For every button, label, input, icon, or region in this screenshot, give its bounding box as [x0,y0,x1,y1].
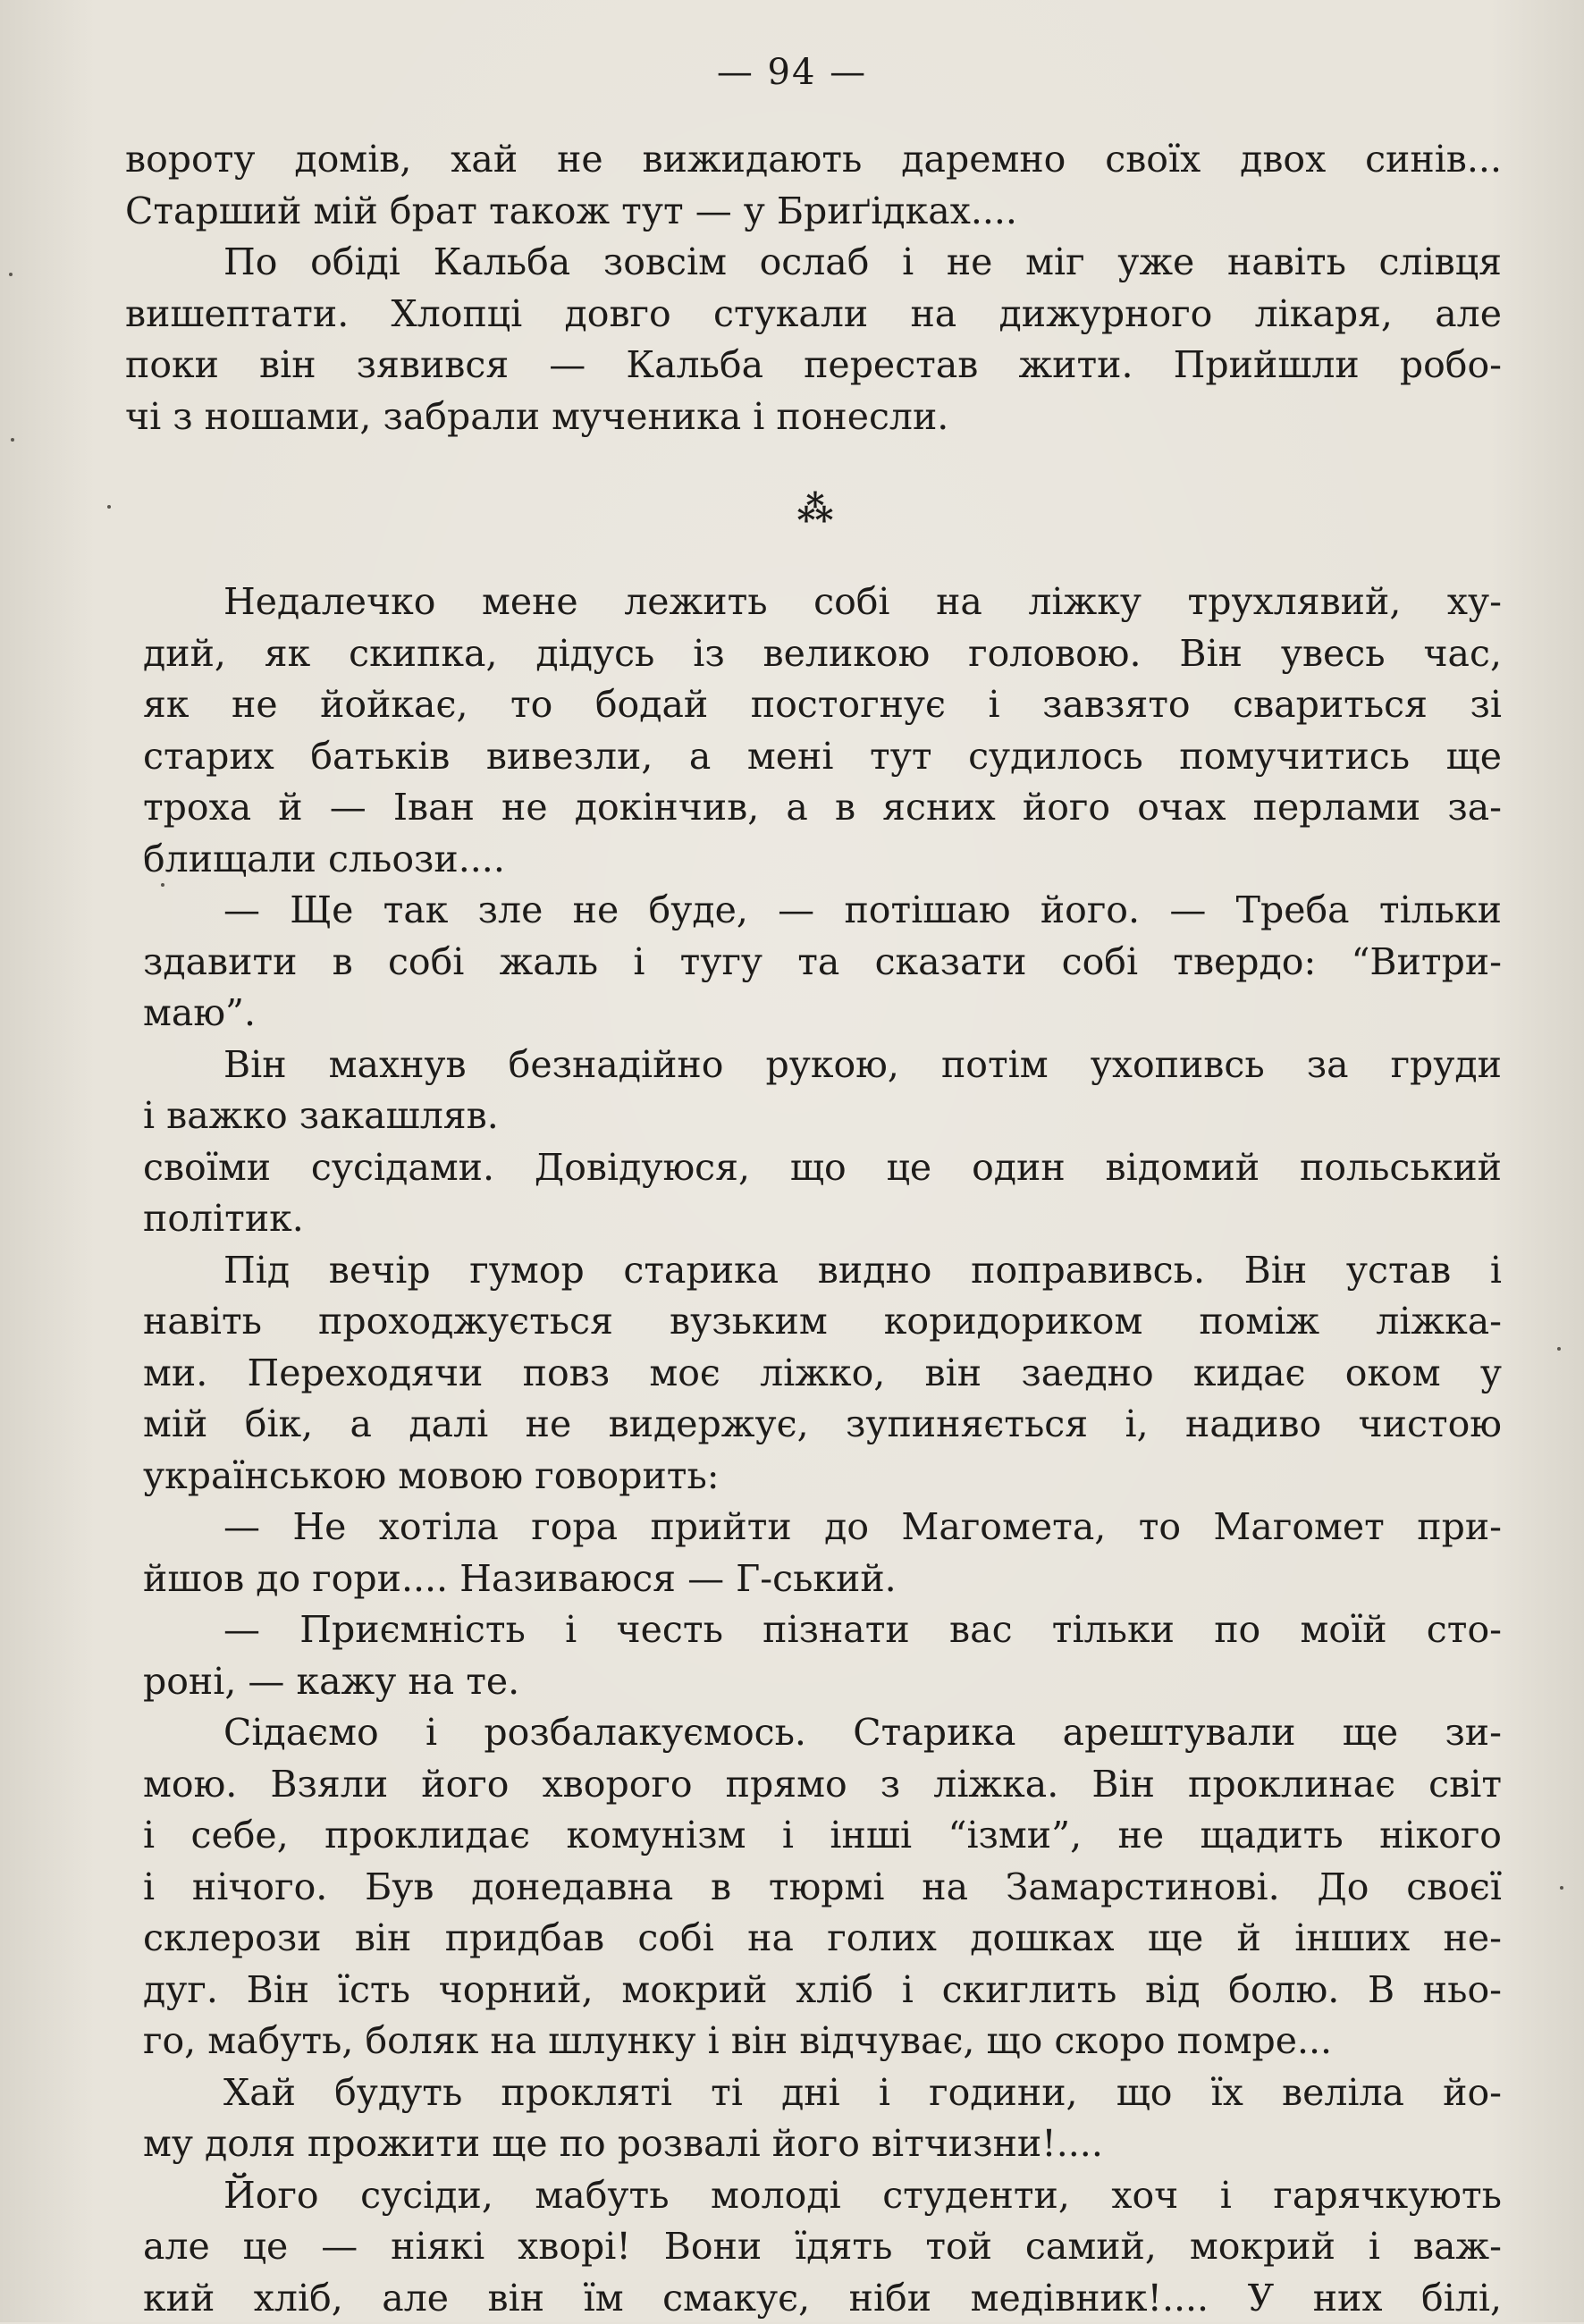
scan-speck [161,883,164,887]
text-line: своїми сусідами. Довідуюся, що це один відомий польський [125,1142,1502,1194]
text-line: го, мабуть, боляк на шлунку і він відчуває, що скоро помре... [125,2016,1502,2067]
text-line: мій бік, а далі не видержує, зупиняється і, надиво чистою [125,1399,1502,1451]
text-line: українською мовою говорить: [125,1451,1502,1503]
text-line: і себе, проклидає комунізм і інші “ізми”, не щадить нікого [125,1810,1502,1862]
text-line: вороту домів, хай не вижидають даремно своїх двох синів... [125,134,1502,186]
text-line: Недалечко мене лежить собі на ліжку трухлявий, ху- [125,577,1502,628]
text-line: йшов до гори.... Називаюся — Г-ський. [125,1554,1502,1605]
text-line: поки він зявився — Кальба перестав жити. Прийшли робо- [125,340,1502,392]
text-line: і нічого. Був донедавна в тюрмі на Замарстинові. До своєї [125,1862,1502,1914]
scan-speck [9,273,13,276]
section-break: ⁂ [125,442,1502,577]
text-line: політик. [125,1193,1502,1245]
text-line: маю”. [125,988,1502,1040]
text-line: — Приємність і честь пізнати вас тільки по моїй сто- [125,1604,1502,1656]
text-line: вишептати. Хлопці довго стукали на дижурного лікаря, але [125,289,1502,341]
text-line: Під вечір гумор старика видно поправивсь. Він устав і [125,1245,1502,1297]
text-line: троха й — Іван не докінчив, а в ясних його очах перлами за- [125,782,1502,834]
page-text [125,134,1502,2324]
text-line: Сідаємо і розбалакуємось. Старика арештували ще зи- [125,1707,1502,1759]
scan-speck [11,438,14,442]
text-line: Він махнув безнадійно рукою, потім ухопивсь за груди [125,1040,1502,1091]
scan-speck [1560,1886,1563,1890]
text-line: навіть проходжується вузьким коридориком поміж ліжка- [125,1296,1502,1348]
text-line: По обіді Кальба зовсім ослаб і не міг уже навіть слівця [125,237,1502,289]
text-line: ми. Переходячи повз моє ліжко, він заедно кидає оком у [125,1348,1502,1400]
text-line: дий, як скипка, дідусь із великою головою. Він увесь час, [125,628,1502,680]
text-line: але це — ніякі хворі! Вони їдять той самий, мокрий і важ- [125,2221,1502,2273]
text-line: здавити в собі жаль і тугу та сказати собі твердо: “Витри- [125,937,1502,989]
text-line: Його сусіди, мабуть молоді студенти, хоч і гарячкують [125,2170,1502,2222]
text-line: мою. Взяли його хворого прямо з ліжка. Він проклинає світ [125,1759,1502,1811]
text-line: кий хліб, але він їм смакує, ніби медівник!.... У них білі, [125,2273,1502,2324]
text-line: дуг. Він їсть чорний, мокрий хліб і скиглить від болю. В ньо- [125,1965,1502,2017]
text-line: як не йойкає, то бодай постогнує і завзято свариться зі [125,679,1502,731]
text-line: Хай будуть прокляті ті дні і години, що їх веліла йо- [125,2067,1502,2119]
scan-speck [107,505,111,509]
text-line: чі з ношами, забрали мученика і понесли. [125,392,1502,443]
page-number: — 94 — [0,52,1584,93]
text-line: блищали сльози.... [125,834,1502,886]
text-line: — Не хотіла гора прийти до Магомета, то Магомет при- [125,1502,1502,1554]
text-line: Старший мій брат також тут — у Бриґідках.... [125,186,1502,238]
text-line: і важко закашляв. [125,1090,1502,1142]
text-line: роні, — кажу на те. [125,1656,1502,1708]
text-line: старих батьків вивезли, а мені тут судилось помучитись ще [125,731,1502,783]
text-line: склерози він придбав собі на голих дошках ще й інших не- [125,1913,1502,1965]
text-line: му доля прожити ще по розвалі його вітчизни!.... [125,2118,1502,2170]
scan-speck [1557,1347,1561,1351]
text-line: — Ще так зле не буде, — потішаю його. — Треба тільки [125,885,1502,937]
